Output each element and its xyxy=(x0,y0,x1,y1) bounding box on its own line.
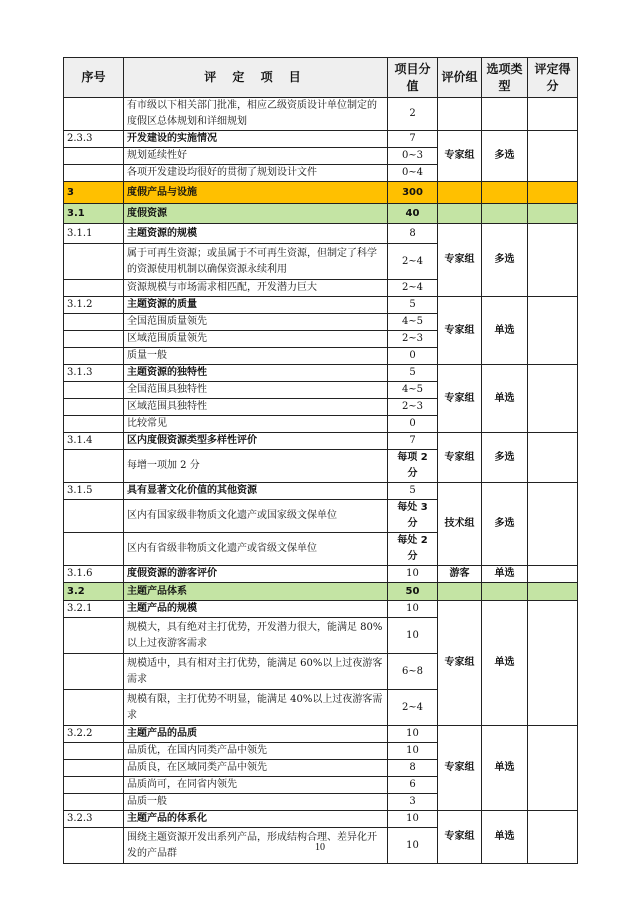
seq-cell: 3.1.3 xyxy=(64,365,124,382)
item-cell: 规模有限，主打优势不明显，能满足 40%以上过夜游客需求 xyxy=(124,690,388,726)
item-cell: 质量一般 xyxy=(124,348,388,365)
type-cell: 多选 xyxy=(482,483,528,566)
item-cell: 规划延续性好 xyxy=(124,148,388,165)
type-cell: 多选 xyxy=(482,224,528,297)
score-cell: 300 xyxy=(388,182,438,204)
score-cell: 7 xyxy=(388,433,438,450)
scoring-table xyxy=(63,57,578,864)
type-cell xyxy=(482,583,528,601)
table-row xyxy=(64,224,578,244)
table-row xyxy=(64,297,578,314)
item-cell: 主题产品的规模 xyxy=(124,601,388,618)
result-cell xyxy=(528,601,578,726)
item-cell: 品质优，在国内同类产品中领先 xyxy=(124,743,388,760)
item-cell: 各项开发建设均很好的贯彻了规划设计文件 xyxy=(124,165,388,182)
score-cell: 0~4 xyxy=(388,165,438,182)
type-cell xyxy=(482,182,528,204)
item-cell: 主题资源的独特性 xyxy=(124,365,388,382)
table-row xyxy=(64,131,578,148)
header-result: 评定得分 xyxy=(528,58,578,98)
type-cell: 单选 xyxy=(482,811,528,864)
item-cell: 品质一般 xyxy=(124,794,388,811)
score-cell: 10 xyxy=(388,743,438,760)
seq-cell xyxy=(64,760,124,777)
seq-cell xyxy=(64,148,124,165)
eval-cell: 专家组 xyxy=(438,131,482,182)
seq-cell xyxy=(64,280,124,297)
result-cell xyxy=(528,98,578,131)
seq-cell xyxy=(64,743,124,760)
item-cell: 区内度假资源类型多样性评价 xyxy=(124,433,388,450)
seq-cell: 2.3.3 xyxy=(64,131,124,148)
seq-cell: 3.1.6 xyxy=(64,566,124,583)
score-cell: 2~3 xyxy=(388,399,438,416)
score-cell: 6 xyxy=(388,777,438,794)
eval-cell: 技术组 xyxy=(438,483,482,566)
table-row xyxy=(64,726,578,743)
seq-cell: 3.1.5 xyxy=(64,483,124,500)
item-cell: 规模适中，具有相对主打优势，能满足 60%以上过夜游客需求 xyxy=(124,654,388,690)
item-cell: 全国范围质量领先 xyxy=(124,314,388,331)
item-cell: 开发建设的实施情况 xyxy=(124,131,388,148)
result-cell xyxy=(528,297,578,365)
eval-cell: 专家组 xyxy=(438,297,482,365)
seq-cell xyxy=(64,450,124,483)
result-cell xyxy=(528,365,578,433)
seq-cell: 3.1 xyxy=(64,204,124,224)
item-cell: 度假资源的游客评价 xyxy=(124,566,388,583)
eval-cell: 专家组 xyxy=(438,365,482,433)
seq-cell xyxy=(64,244,124,280)
table-row xyxy=(64,601,578,618)
result-cell xyxy=(528,811,578,864)
type-cell: 单选 xyxy=(482,601,528,726)
eval-cell: 专家组 xyxy=(438,811,482,864)
seq-cell xyxy=(64,314,124,331)
section-row xyxy=(64,182,578,204)
seq-cell: 3.1.2 xyxy=(64,297,124,314)
seq-cell xyxy=(64,690,124,726)
score-cell: 5 xyxy=(388,365,438,382)
header-score: 项目分值 xyxy=(388,58,438,98)
type-cell xyxy=(482,204,528,224)
score-cell: 0~3 xyxy=(388,148,438,165)
item-cell: 品质良，在区域同类产品中领先 xyxy=(124,760,388,777)
seq-cell: 3.2.1 xyxy=(64,601,124,618)
result-cell xyxy=(528,224,578,297)
item-cell: 主题产品的品质 xyxy=(124,726,388,743)
eval-cell xyxy=(438,583,482,601)
result-cell xyxy=(528,182,578,204)
table-row xyxy=(64,483,578,500)
type-cell: 单选 xyxy=(482,726,528,811)
score-cell: 10 xyxy=(388,618,438,654)
seq-cell xyxy=(64,399,124,416)
result-cell xyxy=(528,726,578,811)
item-cell: 主题资源的质量 xyxy=(124,297,388,314)
score-cell: 2~4 xyxy=(388,280,438,297)
item-cell: 属于可再生资源；或虽属于不可再生资源，但制定了科学的资源使用机制以确保资源永续利用 xyxy=(124,244,388,280)
score-cell: 10 xyxy=(388,726,438,743)
score-cell: 2~3 xyxy=(388,331,438,348)
type-cell xyxy=(482,98,528,131)
seq-cell: 3.2.3 xyxy=(64,811,124,828)
result-cell xyxy=(528,566,578,583)
score-cell: 每处 2 分 xyxy=(388,533,438,566)
item-cell: 度假资源 xyxy=(124,204,388,224)
seq-cell xyxy=(64,98,124,131)
score-cell: 每项 2 分 xyxy=(388,450,438,483)
score-cell: 10 xyxy=(388,566,438,583)
score-cell: 8 xyxy=(388,224,438,244)
item-cell: 比较常见 xyxy=(124,416,388,433)
eval-cell xyxy=(438,182,482,204)
item-cell: 规模大，具有绝对主打优势，开发潜力很大，能满足 80%以上过夜游客需求 xyxy=(124,618,388,654)
page-number: 10 xyxy=(315,842,325,853)
item-cell: 区内有省级非物质文化遗产或省级文保单位 xyxy=(124,533,388,566)
table-row xyxy=(64,98,578,131)
item-cell: 主题产品的体系化 xyxy=(124,811,388,828)
eval-cell: 专家组 xyxy=(438,224,482,297)
score-cell: 3 xyxy=(388,794,438,811)
seq-cell xyxy=(64,382,124,399)
score-cell: 0 xyxy=(388,416,438,433)
score-cell: 4~5 xyxy=(388,382,438,399)
item-cell: 区内有国家级非物质文化遗产或国家级文保单位 xyxy=(124,500,388,533)
type-cell: 多选 xyxy=(482,433,528,483)
seq-cell: 3.1.4 xyxy=(64,433,124,450)
header-seq: 序号 xyxy=(64,58,124,98)
header-type: 选项类型 xyxy=(482,58,528,98)
score-cell: 7 xyxy=(388,131,438,148)
score-cell: 40 xyxy=(388,204,438,224)
score-cell: 8 xyxy=(388,760,438,777)
seq-cell xyxy=(64,165,124,182)
seq-cell xyxy=(64,348,124,365)
seq-cell xyxy=(64,500,124,533)
eval-cell: 游客 xyxy=(438,566,482,583)
seq-cell xyxy=(64,416,124,433)
item-cell: 度假产品与设施 xyxy=(124,182,388,204)
score-cell: 0 xyxy=(388,348,438,365)
item-cell: 主题产品体系 xyxy=(124,583,388,601)
seq-cell xyxy=(64,533,124,566)
score-cell: 5 xyxy=(388,297,438,314)
score-cell: 2~4 xyxy=(388,690,438,726)
eval-cell xyxy=(438,204,482,224)
score-cell: 2~4 xyxy=(388,244,438,280)
item-cell: 品质尚可，在同省内领先 xyxy=(124,777,388,794)
seq-cell: 3.2.2 xyxy=(64,726,124,743)
item-cell: 围绕主题资源开发出系列产品，形成结构合理、差异化开发的产品群 xyxy=(124,828,388,864)
table-row xyxy=(64,811,578,828)
subsection-row xyxy=(64,204,578,224)
result-cell xyxy=(528,483,578,566)
item-cell: 主题资源的规模 xyxy=(124,224,388,244)
header-item: 评 定 项 目 xyxy=(124,58,388,98)
table-header-row xyxy=(64,58,578,98)
type-cell: 多选 xyxy=(482,131,528,182)
table-row xyxy=(64,365,578,382)
eval-cell: 专家组 xyxy=(438,726,482,811)
header-eval: 评价组 xyxy=(438,58,482,98)
seq-cell xyxy=(64,794,124,811)
item-cell: 有市级以下相关部门批准，相应乙级资质设计单位制定的度假区总体规划和详细规划 xyxy=(124,98,388,131)
table-row xyxy=(64,433,578,450)
item-cell: 区域范围质量领先 xyxy=(124,331,388,348)
eval-cell xyxy=(438,98,482,131)
seq-cell: 3 xyxy=(64,182,124,204)
item-cell: 具有显著文化价值的其他资源 xyxy=(124,483,388,500)
result-cell xyxy=(528,131,578,182)
score-cell: 10 xyxy=(388,828,438,864)
table-row xyxy=(64,566,578,583)
eval-cell: 专家组 xyxy=(438,433,482,483)
score-cell: 6~8 xyxy=(388,654,438,690)
item-cell: 每增一项加 2 分 xyxy=(124,450,388,483)
type-cell: 单选 xyxy=(482,297,528,365)
seq-cell xyxy=(64,777,124,794)
score-cell: 10 xyxy=(388,601,438,618)
result-cell xyxy=(528,204,578,224)
subsection-row xyxy=(64,583,578,601)
score-cell: 50 xyxy=(388,583,438,601)
score-cell: 10 xyxy=(388,811,438,828)
seq-cell xyxy=(64,618,124,654)
seq-cell xyxy=(64,331,124,348)
result-cell xyxy=(528,583,578,601)
type-cell: 单选 xyxy=(482,566,528,583)
score-cell: 5 xyxy=(388,483,438,500)
seq-cell: 3.1.1 xyxy=(64,224,124,244)
score-cell: 4~5 xyxy=(388,314,438,331)
result-cell xyxy=(528,433,578,483)
seq-cell xyxy=(64,654,124,690)
item-cell: 资源规模与市场需求相匹配，开发潜力巨大 xyxy=(124,280,388,297)
item-cell: 全国范围具独特性 xyxy=(124,382,388,399)
eval-cell: 专家组 xyxy=(438,601,482,726)
score-cell: 2 xyxy=(388,98,438,131)
type-cell: 单选 xyxy=(482,365,528,433)
seq-cell: 3.2 xyxy=(64,583,124,601)
item-cell: 区域范围具独特性 xyxy=(124,399,388,416)
score-cell: 每处 3 分 xyxy=(388,500,438,533)
